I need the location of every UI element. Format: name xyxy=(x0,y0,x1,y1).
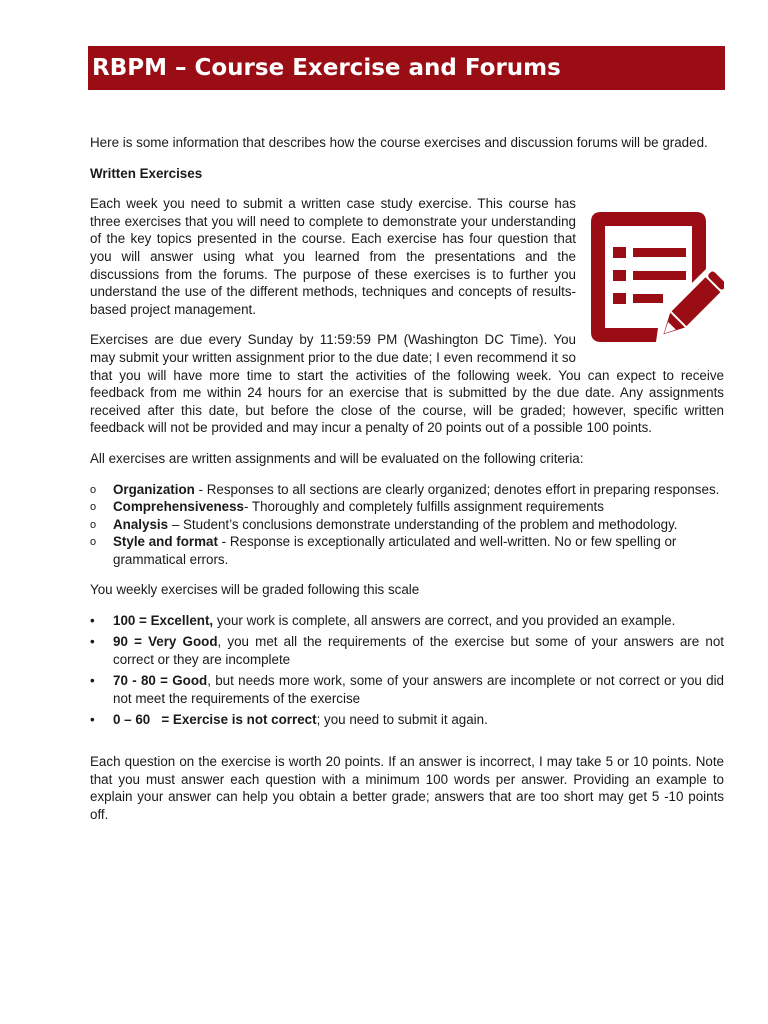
page-title: RBPM – Course Exercise and Forums xyxy=(92,55,561,81)
written-exercises-heading: Written Exercises xyxy=(90,165,203,181)
criteria-term: Comprehensiveness xyxy=(113,499,244,515)
scale-desc: , but needs more work, some of your answers are incomplete or not correct or you did not meet the requirements of the exercise xyxy=(113,672,725,707)
bullet-marker: o xyxy=(90,536,97,549)
intro-text: Here is some information that describes how the course exercises and discussion forums will be graded. xyxy=(90,135,708,150)
list-item xyxy=(90,516,724,534)
criteria-desc: - Response is exceptionally articulated and well-written. No or few spelling or grammatical errors. xyxy=(113,534,677,567)
scale-intro: You weekly exercises will be graded following this scale xyxy=(90,582,420,598)
list-item xyxy=(90,498,724,516)
grading-scale-list xyxy=(90,612,724,729)
bullet-marker: • xyxy=(90,672,95,688)
scale-term: 90 = Very Good xyxy=(113,633,218,649)
bullet-marker: • xyxy=(90,711,95,727)
weekly-exercise-text: Each week you need to submit a written case study exercise. This course has three exercises that you will need to complete to demonstrate your understanding of the key topics presented in the course. Each exercise has four question that you will answer using what you learned from the presentations and the discussions from the forums. The purpose of these exercises is to further you understand the use of the different methods, techniques and concepts of results-based project management. xyxy=(90,196,576,317)
bullet-marker: o xyxy=(90,483,97,496)
criteria-desc: - Responses to all sections are clearly organized; denotes effort in preparing responses. xyxy=(194,481,720,497)
scale-desc: ; you need to submit it again. xyxy=(316,711,488,727)
scale-desc: , you met all the requirements of the exercise but some of your answers are not correct or they are incomplete xyxy=(113,633,724,668)
scale-term: 0 – 60 = Exercise is not correct xyxy=(113,711,317,727)
bullet-marker: o xyxy=(90,501,97,514)
scale-term: 70 - 80 = Good xyxy=(113,672,208,688)
criteria-term: Style and format xyxy=(113,534,218,550)
criteria-intro: All exercises are written assignments and will be evaluated on the following criteria: xyxy=(90,450,584,466)
bullet-marker: o xyxy=(90,518,97,531)
checklist-edit-icon xyxy=(586,207,724,347)
criteria-list xyxy=(90,481,724,569)
scale-desc: your work is complete, all answers are correct, and you provided an example. xyxy=(213,613,676,629)
list-item xyxy=(90,633,724,670)
criteria-term: Analysis xyxy=(113,516,169,532)
points-text: Each question on the exercise is worth 20 points. If an answer is incorrect, I may take 5 or 10 points. Note that you must answer each question with a minimum 100 words per answer. Providing an example to explain your answer can help you obtain a better grade; answers that are too short may get 5 -10 points off. xyxy=(90,754,724,822)
scale-term: 100 = Excellent, xyxy=(113,613,214,629)
due-date-text: Exercises are due every Sunday by 11:59:59 PM (Washington DC Time). You may submit your written assignment prior to the due date; I even recommend it so that you will have more time to start the activities of the following week. You can expect to receive feedback from me within 24 hours for an exercise that is submitted by the due date. Any assignments received after this date, but before the close of the course, will be graded; however, specific written feedback will not be provided and may incur a penalty of 20 points out of a possible 100 points. xyxy=(90,332,724,436)
bullet-marker: • xyxy=(90,633,95,649)
criteria-desc: - Thoroughly and completely fulfills assignment requirements xyxy=(243,499,604,515)
list-item xyxy=(90,612,724,631)
list-item xyxy=(90,533,724,568)
list-item xyxy=(90,711,724,730)
title-bar xyxy=(88,46,725,90)
criteria-desc: – Student’s conclusions demonstrate understanding of the problem and methodology. xyxy=(168,516,678,532)
criteria-term: Organization xyxy=(113,481,195,497)
bullet-marker: • xyxy=(90,613,95,629)
document-body xyxy=(90,134,724,823)
list-item xyxy=(90,481,724,499)
list-item xyxy=(90,672,724,709)
